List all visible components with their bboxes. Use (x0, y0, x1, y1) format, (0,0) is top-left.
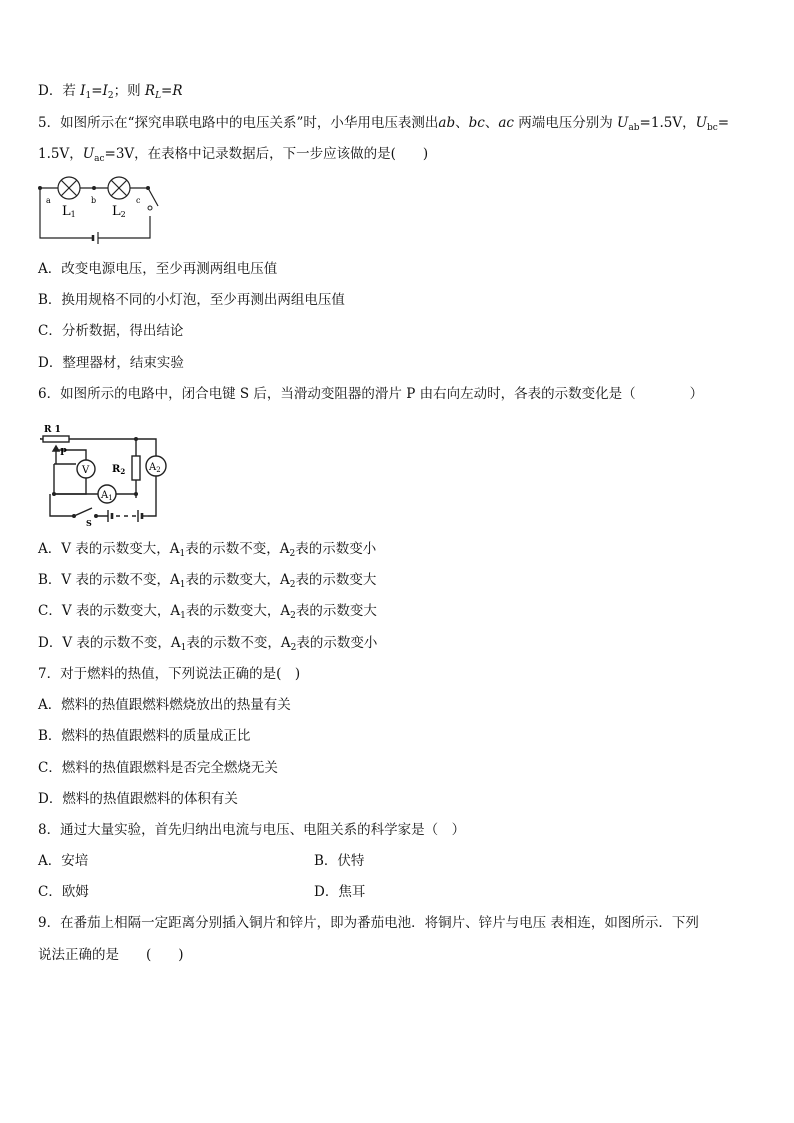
q6-circuit-figure (40, 420, 175, 528)
q6-option-c[interactable]: C．V 表的示数变大，$A_1$表的示数变大，$A_2$表的示数变大 (38, 603, 377, 621)
label-r1: R 1 (44, 425, 61, 435)
q8-option-d[interactable]: D．焦耳 (314, 884, 366, 900)
q7-option-a[interactable]: A．燃料的热值跟燃料燃烧放出的热量有关 (38, 697, 291, 713)
q4-option-d: D．若 $I_1=I_2$；则 $R_L=R$ (38, 83, 183, 101)
label-s: S (86, 518, 92, 528)
q6-option-d[interactable]: D．V 表的示数不变，$A_1$表的示数不变，$A_2$表的示数变小 (38, 635, 378, 653)
label-v: V (82, 465, 90, 476)
q5-stem-line2: 1.5V，$U_{ac}=3V$，在表格中记录数据后，下一步应该做的是( ) (38, 146, 429, 164)
q5-option-c[interactable]: C．分析数据，得出结论 (38, 323, 184, 339)
q8-option-c[interactable]: C．欧姆 (38, 884, 89, 900)
q5-stem-line1: 5．如图所示在“探究串联电路中的电压关系”时，小华用电压表测出ab、bc、ac 两端电压分别为 $U_{ab}=1.5V$，$U_{bc}=$ (38, 115, 730, 133)
q6-option-b[interactable]: B．V 表的示数不变，$A_1$表的示数变大，$A_2$表的示数变大 (38, 572, 377, 590)
q8-option-b[interactable]: B．伏特 (314, 853, 365, 869)
label-a: a (46, 196, 51, 205)
q7-option-c[interactable]: C．燃料的热值跟燃料是否完全燃烧无关 (38, 760, 278, 776)
q8-option-a[interactable]: A．安培 (38, 853, 89, 869)
q5-series-circuit-figure (36, 174, 166, 244)
q6-stem: 6．如图所示的电路中，闭合电键 S 后，当滑动变阻器的滑片 P 由右向左动时，各表的示数变化是（ ） (38, 386, 704, 402)
q6-option-a[interactable]: A．V 表的示数变大，$A_1$表的示数不变，$A_2$表的示数变小 (38, 541, 377, 559)
label-p: P (60, 448, 67, 458)
q5-option-a[interactable]: A．改变电源电压，至少再测两组电压值 (38, 261, 278, 277)
q9-stem-line2: 说法正确的是 ( ) (38, 947, 184, 963)
label-a2: $A_2$ (149, 462, 161, 474)
label-r2: $R_2$ (112, 464, 126, 476)
q8-stem: 8．通过大量实验，首先归纳出电流与电压、电阻关系的科学家是（ ） (38, 822, 466, 838)
q9-stem-line1: 9．在番茄上相隔一定距离分别插入铜片和锌片，即为番茄电池．将铜片、锌片与电压 表相连，如图所示．下列 (38, 915, 699, 931)
q7-option-d[interactable]: D．燃料的热值跟燃料的体积有关 (38, 791, 238, 807)
q5-option-d[interactable]: D．整理器材，结束实验 (38, 355, 184, 371)
label-a1: $A_1$ (101, 490, 113, 502)
label-c: c (136, 196, 141, 205)
label-l1: L1 (62, 204, 76, 219)
q7-stem: 7．对于燃料的热值，下列说法正确的是( ) (38, 666, 301, 682)
q7-option-b[interactable]: B．燃料的热值跟燃料的质量成正比 (38, 728, 251, 744)
label-l2: L2 (112, 204, 126, 219)
label-b: b (91, 196, 97, 205)
q5-option-b[interactable]: B．换用规格不同的小灯泡，至少再测出两组电压值 (38, 292, 345, 308)
